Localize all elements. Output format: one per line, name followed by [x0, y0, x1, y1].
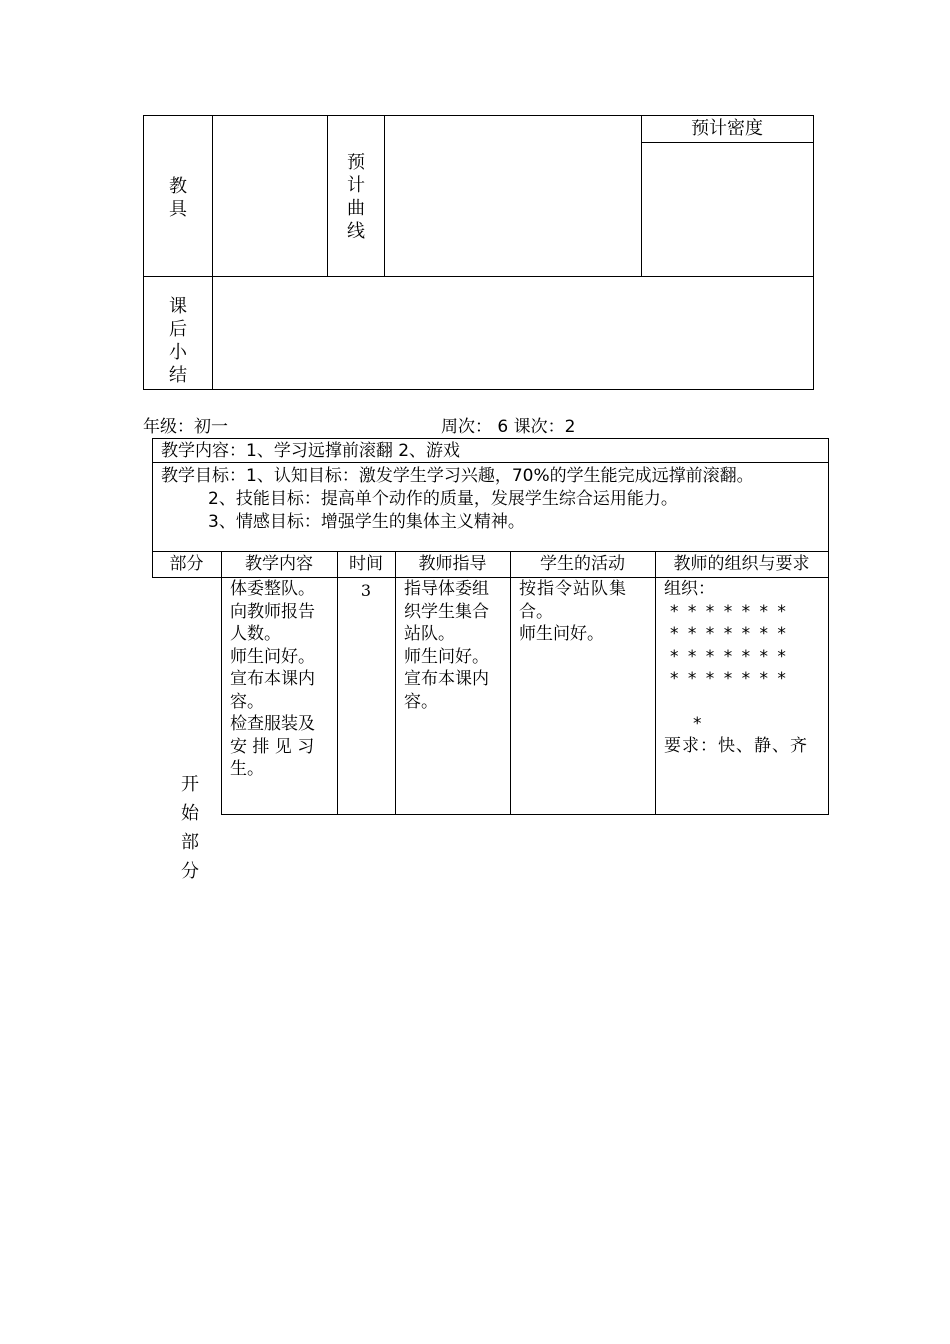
- org-title: 组织：: [664, 579, 715, 599]
- curve-label: 预计曲线: [347, 152, 365, 242]
- time-value: 3: [360, 581, 372, 600]
- content-line: 宣布本课内: [230, 669, 315, 689]
- guide-line: 织学生集合: [404, 601, 489, 622]
- content-cell: [230, 578, 335, 781]
- density-label: 预计密度: [691, 118, 763, 139]
- guide-line: 师生问好。: [404, 646, 489, 667]
- goal-3: 3、情感目标：增强学生的集体主义精神。: [208, 512, 525, 532]
- student-line: 合。: [519, 601, 553, 622]
- student-line: 师生问好。: [519, 624, 604, 644]
- teaching-content: 教学内容：1、学习远撑前滚翻 2、游戏: [161, 441, 461, 461]
- part-label: 开始部分: [181, 774, 199, 882]
- student-formation-row: * * * * * * *: [670, 669, 786, 689]
- jiaoju-label: 教具: [169, 176, 187, 220]
- requirement-text: 要求：快、静、齐: [664, 736, 808, 756]
- header-part: 部分: [169, 554, 204, 574]
- content-line: 师生问好。: [230, 646, 315, 667]
- header-org: 教师的组织与要求: [673, 554, 810, 574]
- student-cell: [519, 578, 653, 646]
- student-line: 按指令站队集: [519, 579, 627, 599]
- content-line: 人数。: [230, 624, 281, 644]
- header-guide: 教师指导: [418, 554, 487, 574]
- content-line: 检查服装及: [230, 714, 315, 734]
- student-formation-row: * * * * * * *: [670, 646, 786, 667]
- content-line: 容。: [230, 691, 264, 712]
- guide-line: 站队。: [404, 624, 455, 644]
- content-line: 安 排 见 习: [230, 736, 315, 757]
- teacher-position-star: *: [693, 713, 702, 734]
- header-student: 学生的活动: [540, 554, 625, 574]
- student-formation-row: * * * * * * *: [670, 601, 786, 622]
- guide-cell: [404, 578, 508, 713]
- content-line: 生。: [230, 759, 264, 779]
- summary-label: 课后小结: [169, 296, 187, 386]
- content-line: 向教师报告: [230, 601, 315, 622]
- guide-line: 宣布本课内: [404, 669, 489, 689]
- header-content: 教学内容: [245, 554, 313, 574]
- student-formation-row: * * * * * * *: [670, 624, 786, 644]
- guide-line: 容。: [404, 691, 438, 712]
- content-line: 体委整队。: [230, 579, 315, 599]
- header-time: 时间: [349, 554, 383, 574]
- org-cell: [664, 578, 826, 758]
- grade-label: 年级：初一: [143, 417, 228, 437]
- week-lesson-label: 周次： 6 课次：2: [441, 417, 576, 437]
- guide-line: 指导体委组: [404, 579, 489, 599]
- goal-2: 2、技能目标：提高单个动作的质量，发展学生综合运用能力。: [208, 489, 678, 509]
- goal-1: 教学目标：1、认知目标：激发学生学习兴趣，70%的学生能完成远撑前滚翻。: [161, 466, 754, 486]
